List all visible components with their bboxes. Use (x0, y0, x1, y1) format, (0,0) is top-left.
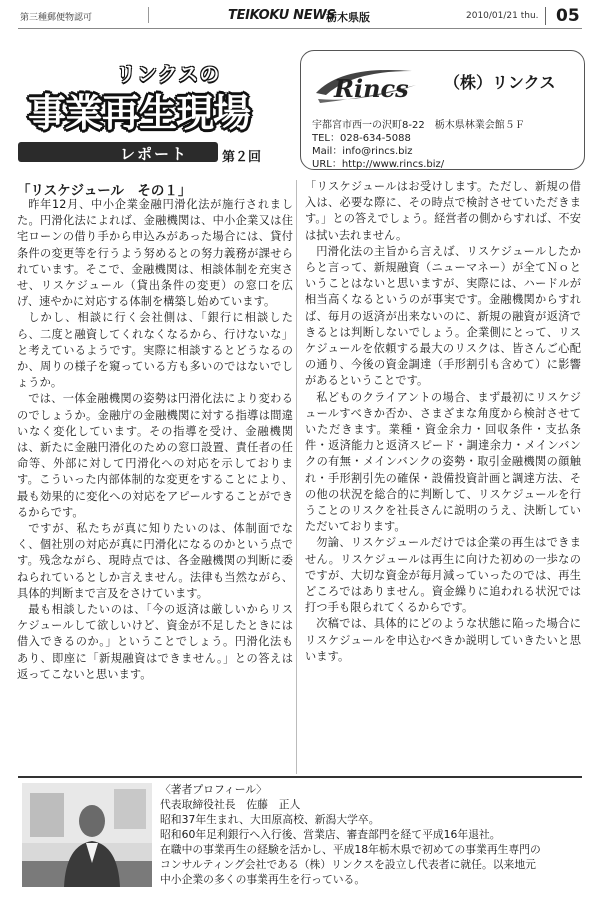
article-paragraph: 私どものクライアントの場合、まず最初にリスケジュールすべきか否か、さまざまな角度から検討させていただきます。業種・資金余力・回収条件・支払条件・返済能力と返済スピード・調達余力・メインバンクの有無・メインバンクの姿勢・取引金融機関の顔触れ・手形割引先の確保・設備投資計画と調達方法、その他の状況を総合的に判断して、リスケジュールを行うことのリスクを社長さんに説明のうえ、決断していただいております。 (305, 390, 581, 534)
article-heading: 「リスケジュール その１」 (17, 183, 192, 199)
header-rule (18, 28, 582, 29)
article-paragraph: しかし、相談に行く会社側は、「銀行に相談したら、二度と融資してくれなくなるから、行けないな」と考えているようです。実際に相談するとどうなるのか、周りの様子を窺っている方も多いのではないでしょうか。 (17, 311, 293, 390)
company-address: 宇都宮市西一の沢町8-22 栃木県林業会館５Ｆ (312, 120, 525, 131)
article-right-column (305, 179, 581, 665)
profile-line: 在職中の事業再生の経験を活かし、平成18年栃木県で初めての事業再生専門の (160, 843, 541, 856)
article-left-column (17, 197, 293, 683)
series-title-company: リンクスの (116, 62, 221, 86)
profile-line: 代表取締役社長 佐藤 正人 (160, 798, 301, 811)
company-tel: TEL：028-634-5088 (312, 133, 411, 144)
article-paragraph: ですが、私たちが真に知りたいのは、体制面でなく、個社別の対応が真に円滑化になるのかという点です。残念ながら、現時点では、各金融機関の判断に委ねられているとしか言えません。法律も当然ながら、具体的判断まで言及をさけています。 (17, 522, 293, 600)
company-url[interactable]: URL：http://www.rincs.biz/ (312, 159, 445, 170)
series-title-main: 事業再生現場 (28, 91, 251, 135)
profile-line: 昭和60年足利銀行へ入行後、営業店、審査部門を経て平成16年退社。 (160, 828, 501, 841)
header-divider (148, 7, 149, 23)
author-photo (22, 783, 152, 887)
company-name: （株）リンクス (444, 73, 556, 92)
profile-line: コンサルティング会社である（株）リンクスを設立し代表者に就任。以来地元 (160, 858, 536, 871)
series-title-report: レポート (120, 145, 189, 163)
article-paragraph: 最も相談したいのは、「今の返済は厳しいからリスケジュールして欲しいけど、資金が不足したときには借入できるのか。」ということでしょう。円滑化法もあり、即座に「新規融資はできません。」との答えは返ってこないと思います。 (17, 603, 293, 681)
issue-number: 第２回 (222, 150, 262, 165)
profile-line: 中小企業の多くの事業再生を行っている。 (160, 873, 366, 886)
newspaper-name: TEIKOKU NEWS (228, 8, 336, 23)
profile-rule (18, 776, 582, 778)
page-number-divider (545, 7, 546, 25)
article-paragraph: 次稿では、具体的にどのような状態に陥った場合にリスケジュールを申込むべきか説明していきたいと思います。 (305, 617, 581, 663)
edition-label: 栃木県版 (326, 11, 370, 24)
article-paragraph: では、一体金融機関の姿勢は円滑化法により変わるのでしょうか。金融庁の金融機関に対する指導は間違いなく変化しています。その指導を受け、金融機関は、新たに金融円滑化のための窓口設置、責任者の任命等、外部に対して円滑化への対応を示しております。こういった内部体制的な変更をすることにより、最も効果的に変化への対応をアピールすることができるからです。 (17, 392, 293, 519)
article-paragraph: 円滑化法の主旨から言えば、リスケジュールしたからと言って、新規融資（ニューマネー）が全てＮｏということはないと思いますが、実際には、ハードルが相当高くなるというのが事実です。金融機関からすれば、毎月の返済が出来ないのに、新規の融資が返済できるとは判断しないでしょう。企業側にとって、リスケジュールを依頼する最大のリスクは、皆さんご心配の通り、今後の資金調達（手形割引も含めて）に影響があるということです。 (305, 244, 581, 388)
profile-title: 〈著者プロフィール〉 (160, 783, 267, 796)
article-paragraph: 勿論、リスケジュールだけでは企業の再生はできません。リスケジュールは再生に向けた初めの一歩なのですが、大切な資金が毎月減っていったのでは、再生どころではありません。資金繰りに追われる状況では打つ手も限られてくるからです。 (305, 536, 581, 615)
rincs-logo-icon (312, 63, 422, 107)
column-divider (296, 180, 297, 774)
issue-date: 2010/01/21 thu. (466, 11, 539, 21)
page-number: 05 (556, 6, 580, 26)
article-paragraph: 昨年12月、中小企業金融円滑化法が施行されました。円滑化法によれば、金融機関は、中小企業又は住宅ローンの借り手から申込みがあった場合には、貸付条件の変更等を行うよう努めるとの努力義務が課せられています。そこで、金融機関は、相談体制を充実させ、リスケジュール（貸出条件の変更）の窓口を広げ、速やかに対応する体制を構築し始めています。 (17, 198, 293, 309)
company-email: Mail：info@rincs.biz (312, 146, 413, 157)
profile-line: 昭和37年生まれ、大田原高校、新潟大学卒。 (160, 813, 380, 826)
postal-permit-note: 第三種郵便物認可 (20, 13, 93, 23)
article-paragraph: 「リスケジュールはお受けします。ただし、新規の借入は、必要な際に、その時点で検討させていただきます。」との答えでしょう。経営者の側からすれば、不安は拭い去れません。 (305, 180, 581, 242)
logo-text: Rincs (334, 74, 409, 103)
